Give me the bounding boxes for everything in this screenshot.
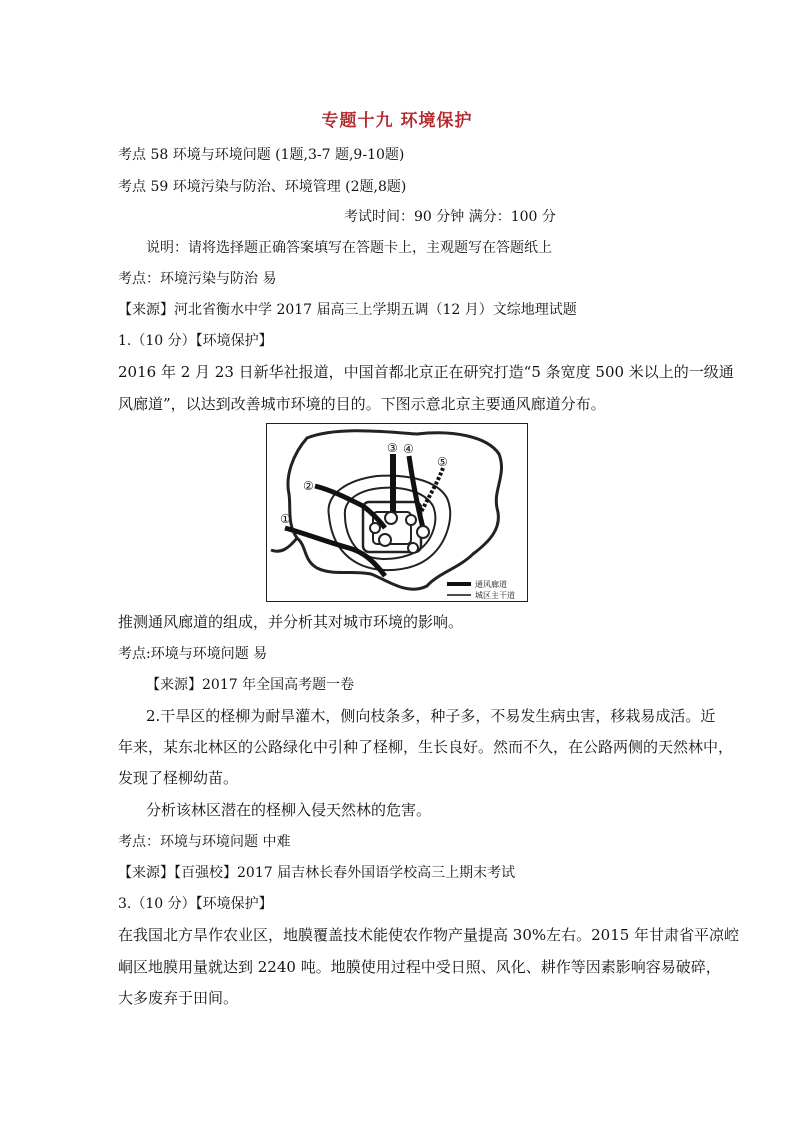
q1-text-line-1: 2016 年 2 月 23 日新华社报道，中国首都北京正在研究打造“5 条宽度 500 米以上的一级通	[118, 363, 734, 381]
q3-kaodian: 考点：环境与环境问题 中难	[118, 834, 291, 850]
node	[379, 534, 391, 546]
kaodian-59-line: 考点 59 环境污染与防治、环境管理 (2题,8题)	[118, 179, 407, 195]
q2-question: 分析该林区潜在的柽柳入侵天然林的危害。	[146, 801, 432, 819]
corridor-label-1: ①	[280, 512, 291, 526]
q3-text-line-2: 峒区地膜用量就达到 2240 吨。地膜使用过程中受日照、风化、耕作等因素影响容易破碎，	[118, 958, 721, 976]
corridor-label-4: ④	[403, 442, 414, 456]
node	[408, 543, 418, 553]
q2-source: 【来源】2017 年全国高考题一卷	[146, 677, 355, 693]
legend-road-label: 城区主干道	[475, 591, 515, 600]
corridor-label-3: ③	[387, 441, 398, 455]
node	[406, 515, 416, 525]
q3-source: 【来源】【百强校】2017 届吉林长春外国语学校高三上期末考试	[118, 865, 516, 881]
q3-text-line-1: 在我国北方旱作农业区，地膜覆盖技术能使农作物产量提高 30%左右。2015 年甘肃省平凉崆	[118, 926, 740, 944]
exam-info-line: 考试时间：90 分钟 满分：100 分	[344, 209, 556, 225]
q1-source: 【来源】河北省衡水中学 2017 届高三上学期五调（12 月）文综地理试题	[118, 302, 577, 318]
q1-heading: 1.（10 分）【环境保护】	[118, 333, 273, 349]
q2-kaodian: 考点:环境与环境问题 易	[118, 646, 268, 662]
q2-text-line-1: 2.干旱区的柽柳为耐旱灌木，侧向枝条多，种子多，不易发生病虫害，移栽易成活。近	[146, 707, 716, 725]
page-title: 专题十九 环境保护	[321, 111, 473, 131]
legend-corridor-label: 通风廊道	[475, 580, 507, 589]
corridor-2	[315, 486, 385, 528]
corridor-map-svg	[267, 424, 527, 601]
q1-kaodian: 考点：环境污染与防治 易	[118, 271, 277, 287]
q1-text-line-2: 风廊道”，以达到改善城市环境的目的。下图示意北京主要通风廊道分布。	[118, 395, 606, 413]
q2-text-line-2: 年来，某东北林区的公路绿化中引种了柽柳，生长良好。然而不久，在公路两侧的天然林中，	[118, 738, 734, 756]
beijing-ventilation-corridor-map	[266, 423, 528, 602]
boundary-notch	[271, 538, 297, 551]
q2-text-line-3: 发现了柽柳幼苗。	[118, 769, 239, 787]
corridor-5	[419, 468, 443, 516]
node	[417, 526, 429, 538]
q1-question: 推测通风廊道的组成，并分析其对城市环境的影响。	[118, 613, 464, 631]
q3-text-line-3: 大多废弃于田间。	[118, 989, 239, 1007]
corridor-label-5: ⑤	[437, 455, 448, 469]
node	[385, 512, 397, 524]
corridor-label-2: ②	[303, 479, 314, 493]
q3-heading: 3.（10 分）【环境保护】	[118, 896, 273, 912]
instruction-line: 说明：请将选择题正确答案填写在答题卡上，主观题写在答题纸上	[146, 240, 552, 256]
node	[370, 523, 380, 533]
kaodian-58-line: 考点 58 环境与环境问题 (1题,3-7 题,9-10题)	[118, 147, 405, 163]
